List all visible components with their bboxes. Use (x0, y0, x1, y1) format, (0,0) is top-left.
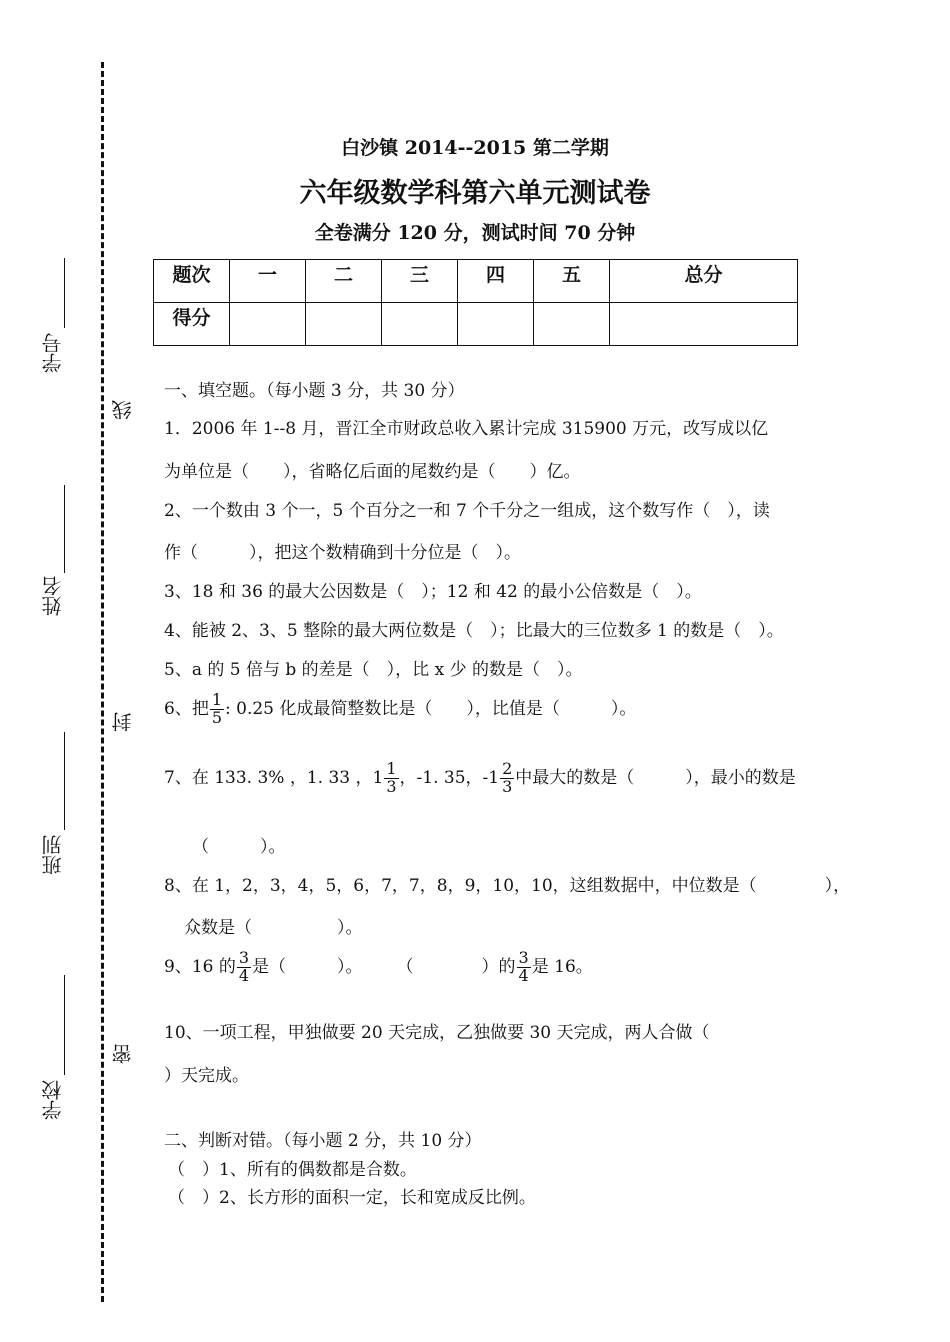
score-input-cell[interactable] (306, 303, 382, 346)
question-2-line-1: 2、一个数由 3 个一，5 个百分之一和 7 个千分之一组成，这个数写作（ ），读 (164, 501, 770, 521)
section2-heading: 二、判断对错。（每小题 2 分，共 10 分） (164, 1131, 482, 1151)
fraction-numerator: 1 (386, 759, 397, 778)
seal-char-line: 线 (111, 400, 135, 420)
score-input-cell[interactable] (230, 303, 306, 346)
exam-info: 全卷满分 120 分，测试时间 70 分钟 (314, 222, 636, 244)
question-7-middle: ，-1. 35，-1 (399, 767, 500, 788)
fraction-denominator: 4 (238, 965, 250, 985)
score-cell: 二 (306, 260, 382, 303)
school-line[interactable] (64, 975, 65, 1075)
question-7-line-2: （ ）。 (192, 837, 286, 857)
fraction-denominator: 3 (502, 776, 513, 796)
question-9 (164, 950, 593, 985)
question-9-suffix: 是 16。 (531, 956, 593, 977)
question-10-line-1: 10、一项工程，甲独做要 20 天完成，乙独做要 30 天完成，两人合做（ (164, 1023, 710, 1043)
score-value-row (154, 303, 798, 346)
question-4: 4、能被 2、3、5 整除的最大两位数是（ ）；比最大的三位数多 1 的数是（ ）。 (164, 621, 784, 641)
question-7-suffix: 中最大的数是（ ），最小的数是 (515, 767, 796, 788)
class-label: 班别 (41, 835, 65, 875)
exam-term: 白沙镇 2014--2015 第二学期 (341, 137, 609, 159)
section1-heading: 一、填空题。（每小题 3 分，共 30 分） (164, 381, 465, 401)
student-number-label: 学号 (41, 333, 65, 373)
question-10-line-2: ）天完成。 (164, 1066, 249, 1086)
score-input-cell[interactable] (382, 303, 458, 346)
fraction-denominator: 3 (386, 776, 397, 796)
score-table (153, 259, 798, 346)
binding-dashed-line (101, 62, 104, 1302)
fraction-numerator: 1 (211, 690, 223, 709)
question-6 (164, 692, 636, 727)
question-8-line-2: 众数是（ ）。 (184, 918, 363, 938)
judge-item: （ ）1、所有的偶数都是合数。 (168, 1160, 417, 1180)
fraction-numerator: 3 (238, 948, 250, 967)
seal-char-seal: 封 (111, 712, 135, 732)
exam-title: 六年级数学科第六单元测试卷 (299, 178, 651, 209)
fraction-denominator: 5 (211, 707, 223, 727)
fraction (210, 692, 224, 727)
fraction-numerator: 2 (502, 759, 513, 778)
score-cell: 题次 (154, 260, 230, 303)
name-label: 姓名 (41, 576, 65, 616)
question-5: 5、a 的 5 倍与 b 的差是（ ），比 x 少 的数是（ ）。 (164, 660, 583, 680)
score-input-cell[interactable] (610, 303, 798, 346)
fraction-denominator: 4 (518, 965, 529, 985)
fraction (517, 950, 531, 985)
question-1-line-1: 1．2006 年 1--8 月，晋江全市财政总收入累计完成 315900 万元，改写成以亿 (164, 419, 769, 439)
question-3: 3、18 和 36 的最大公因数是（ ）；12 和 42 的最小公倍数是（ ）。 (164, 582, 702, 602)
class-line[interactable] (64, 732, 65, 830)
judge-item: （ ）2、长方形的面积一定，长和宽成反比例。 (168, 1188, 536, 1208)
score-cell: 总分 (610, 260, 798, 303)
score-cell: 五 (534, 260, 610, 303)
question-9-middle: 是（ ）。 （ ）的 (252, 956, 516, 977)
question-8-line-1: 8、在 1，2，3，4，5，6，7，7，8，9，10，10，这组数据中，中位数是（ ）， (164, 876, 851, 896)
score-cell: 四 (458, 260, 534, 303)
score-cell: 三 (382, 260, 458, 303)
fraction-numerator: 3 (518, 948, 529, 967)
fraction (500, 761, 514, 796)
question-9-prefix: 9、16 的 (164, 956, 236, 977)
question-7 (164, 761, 796, 796)
question-6-prefix: 6、把 (164, 698, 209, 719)
score-input-cell[interactable] (458, 303, 534, 346)
school-label: 学校 (41, 1080, 65, 1120)
question-2-line-2: 作（ ），把这个数精确到十分位是（ ）。 (164, 543, 521, 563)
question-1-line-2: 为单位是（ ），省略亿后面的尾数约是（ ）亿。 (164, 462, 581, 482)
score-cell: 一 (230, 260, 306, 303)
question-7-prefix: 7、在 133. 3% ，1. 33 ，1 (164, 767, 384, 788)
fraction (384, 761, 398, 796)
seal-char-secret: 密 (111, 1044, 135, 1064)
name-line[interactable] (64, 485, 65, 573)
student-number-line[interactable] (64, 258, 65, 328)
score-input-cell[interactable] (534, 303, 610, 346)
question-6-suffix: : 0.25 化成最简整数比是（ ），比值是（ ）。 (225, 698, 637, 719)
fraction (237, 950, 251, 985)
score-header-row (154, 260, 798, 303)
score-cell: 得分 (154, 303, 230, 346)
